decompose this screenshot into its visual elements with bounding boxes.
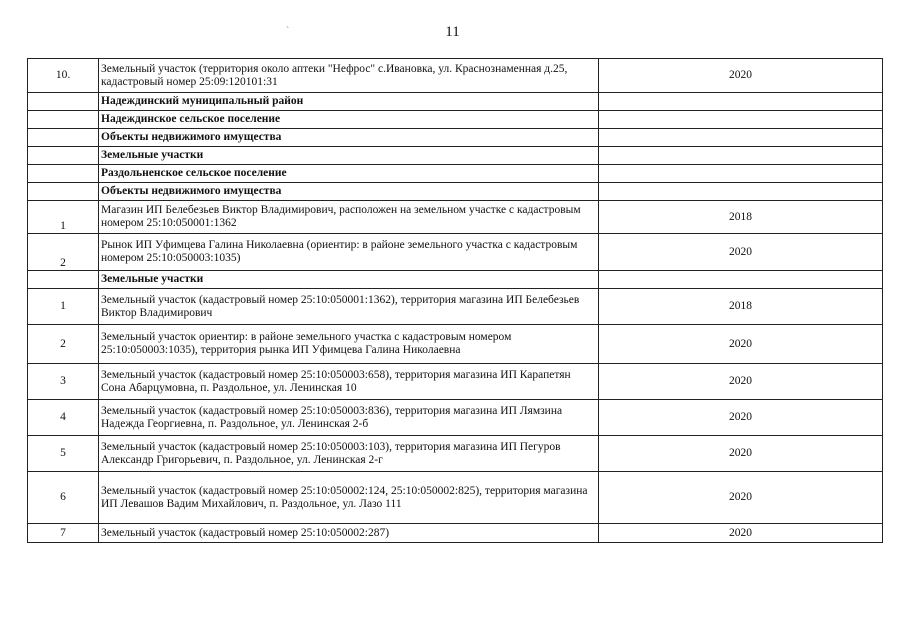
table-row <box>28 400 883 436</box>
table-row <box>28 436 883 472</box>
row-year <box>599 183 883 201</box>
page-number: 11 <box>445 24 460 40</box>
row-year <box>599 147 883 165</box>
row-year: 2018 <box>599 289 883 325</box>
table-row <box>28 524 883 543</box>
row-description: Земельный участок (кадастровый номер 25:10:050003:103), территория магазина ИП Пегуров Александр Григорьевич, п. Раздольное, ул. Ленинская 2-г <box>99 436 599 472</box>
row-year <box>599 129 883 147</box>
row-year <box>599 93 883 111</box>
section-heading: Объекты недвижимого имущества <box>99 129 599 147</box>
stray-mark: ` <box>286 26 290 37</box>
row-year: 2020 <box>599 400 883 436</box>
section-heading: Объекты недвижимого имущества <box>99 183 599 201</box>
row-number <box>28 111 99 129</box>
row-number: 6 <box>28 472 99 524</box>
row-number: 10. <box>28 59 99 93</box>
row-number <box>28 129 99 147</box>
section-heading: Земельные участки <box>99 271 599 289</box>
row-year: 2020 <box>599 364 883 400</box>
row-number <box>28 147 99 165</box>
row-year: 2020 <box>599 234 883 271</box>
row-description: Земельный участок (территория около аптеки "Нефрос" с.Ивановка, ул. Краснознаменная д.25, кадастровый номер 25:09:120101:31 <box>99 59 599 93</box>
table-row <box>28 289 883 325</box>
row-description: Земельный участок (кадастровый номер 25:10:050003:836), территория магазина ИП Лямзина Надежда Георгиевна, п. Раздольное, ул. Ленинская 2-б <box>99 400 599 436</box>
table-row <box>28 364 883 400</box>
row-description: Магазин ИП Белебезьев Виктор Владимирович, расположен на земельном участке с кадастровым номером 25:10:050001:1362 <box>99 201 599 234</box>
table-row <box>28 201 883 234</box>
table-row <box>28 325 883 364</box>
row-year <box>599 271 883 289</box>
row-description: Земельный участок (кадастровый номер 25:10:050002:287) <box>99 524 599 543</box>
table-row <box>28 59 883 93</box>
row-number: 4 <box>28 400 99 436</box>
row-number: 3 <box>28 364 99 400</box>
section-heading: Надеждинское сельское поселение <box>99 111 599 129</box>
row-number: 1 <box>28 201 99 234</box>
row-year: 2020 <box>599 472 883 524</box>
row-year: 2020 <box>599 325 883 364</box>
row-description: Земельный участок ориентир: в районе земельного участка с кадастровым номером 25:10:050003:1035), территория рынка ИП Уфимцева Галина Николаевна <box>99 325 599 364</box>
section-row <box>28 165 883 183</box>
section-row <box>28 111 883 129</box>
row-description: Земельный участок (кадастровый номер 25:10:050002:124, 25:10:050002:825), территория магазина ИП Левашов Вадим Михайлович, п. Раздольное, ул. Лазо 111 <box>99 472 599 524</box>
section-row <box>28 129 883 147</box>
section-heading: Надеждинский муниципальный район <box>99 93 599 111</box>
section-row <box>28 147 883 165</box>
row-number: 7 <box>28 524 99 543</box>
section-heading: Раздольненское сельское поселение <box>99 165 599 183</box>
row-year: 2020 <box>599 524 883 543</box>
row-number <box>28 271 99 289</box>
row-number: 2 <box>28 325 99 364</box>
section-heading: Земельные участки <box>99 147 599 165</box>
row-description: Рынок ИП Уфимцева Галина Николаевна (ориентир: в районе земельного участка с кадастровым номером 25:10:050003:1035) <box>99 234 599 271</box>
property-registry-table <box>27 58 883 543</box>
row-year: 2020 <box>599 59 883 93</box>
section-row <box>28 271 883 289</box>
section-row <box>28 183 883 201</box>
row-year: 2018 <box>599 201 883 234</box>
row-description: Земельный участок (кадастровый номер 25:10:050001:1362), территория магазина ИП Белебезьев Виктор Владимирович <box>99 289 599 325</box>
row-number <box>28 183 99 201</box>
row-description: Земельный участок (кадастровый номер 25:10:050003:658), территория магазина ИП Карапетян Сона Абарцумовна, п. Раздольное, ул. Ленинская 10 <box>99 364 599 400</box>
row-number: 1 <box>28 289 99 325</box>
row-number <box>28 93 99 111</box>
row-number <box>28 165 99 183</box>
table-row <box>28 472 883 524</box>
row-year: 2020 <box>599 436 883 472</box>
row-number: 2 <box>28 234 99 271</box>
row-year <box>599 111 883 129</box>
row-year <box>599 165 883 183</box>
table-row <box>28 234 883 271</box>
section-row <box>28 93 883 111</box>
row-number: 5 <box>28 436 99 472</box>
